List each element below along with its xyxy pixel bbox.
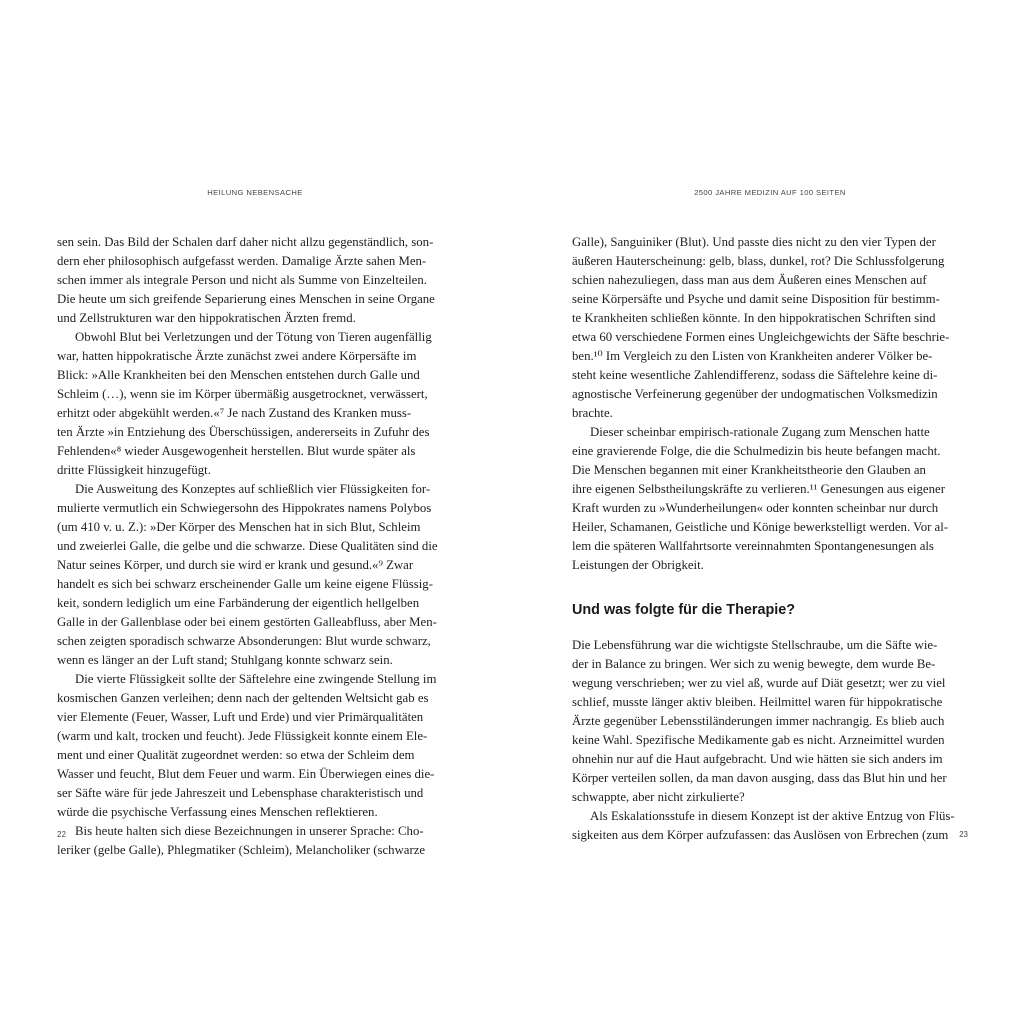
text-line: Dieser scheinbar empirisch-rationale Zugang zum Menschen hatte: [590, 425, 930, 439]
text-line: Die vierte Flüssigkeit sollte der Säftelehre eine zwingende Stellung im: [75, 672, 437, 686]
text-line: Als Eskalationsstufe in diesem Konzept ist der aktive Entzug von Flüs-: [590, 809, 955, 823]
text-line: äußeren Hauterscheinung: gelb, blass, dunkel, rot? Die Schlussfolgerung: [572, 254, 945, 268]
text-line: te Krankheiten schließen könnte. In den hippokratischen Schriften sind: [572, 311, 936, 325]
text-line: keine Wahl. Spezifische Medikamente gab es nicht. Arzneimittel wurden: [572, 733, 945, 747]
text-line: ben.¹⁰ Im Vergleich zu den Listen von Krankheiten anderer Völker be-: [572, 349, 933, 363]
section-heading: Und was folgte für die Therapie?: [572, 602, 796, 618]
text-line: würde die psychische Verfassung eines Menschen reflektieren.: [57, 805, 378, 819]
text-line: Körper verteilen sollen, da man davon ausging, dass das Blut hin und her: [572, 771, 947, 785]
text-line: leriker (gelbe Galle), Phlegmatiker (Schleim), Melancholiker (schwarze: [57, 843, 426, 857]
text-line: Wasser und feucht, Blut dem Feuer und warm. Ein Überwiegen eines die-: [57, 767, 435, 781]
text-line: Die Lebensführung war die wichtigste Stellschraube, um die Säfte wie-: [572, 638, 938, 652]
text-line: etwa 60 verschiedene Formen eines Ungleichgewichts der Säfte beschrie-: [572, 330, 950, 344]
text-line: schen zeigten sporadisch schwarze Absonderungen: Blut wurde schwarz,: [57, 634, 431, 648]
text-line: Fehlenden«⁸ wieder Ausgewogenheit herstellen. Blut wurde später als: [57, 444, 416, 458]
text-line: ten Ärzte »in Entziehung des Überschüssigen, andererseits in Zufuhr des: [57, 425, 430, 439]
text-line: Obwohl Blut bei Verletzungen und der Tötung von Tieren augenfällig: [75, 330, 432, 344]
left-page: [57, 0, 453, 1024]
text-line: sen sein. Das Bild der Schalen darf daher nicht allzu gegenständlich, son-: [57, 235, 434, 249]
text-line: erhitzt oder abgekühlt werden.«⁷ Je nach Zustand des Kranken muss-: [57, 406, 412, 420]
section-spacer: [572, 624, 968, 636]
text-line: der in Balance zu bringen. Wer sich zu wenig bewegte, dem wurde Be-: [572, 657, 936, 671]
text-line: und zweierlei Galle, die gelbe und die schwarze. Diese Qualitäten sind die: [57, 539, 438, 553]
text-line: Die Menschen begannen mit einer Krankheitstheorie den Glauben an: [572, 463, 926, 477]
text-line: ment und einer Qualität zugeordnet werden: so etwa der Schleim dem: [57, 748, 415, 762]
text-line: keit, sondern lediglich um eine Farbänderung der eigentlich hellgelben: [57, 596, 420, 610]
text-line: (um 410 v. u. Z.): »Der Körper des Menschen hat in sich Blut, Schleim: [57, 520, 421, 534]
text-line: brachte.: [572, 406, 613, 420]
text-line: dritte Flüssigkeit hinzugefügt.: [57, 463, 211, 477]
right-page: [572, 0, 968, 1024]
text-line: Die Ausweitung des Konzeptes auf schließlich vier Flüssigkeiten for-: [75, 482, 431, 496]
text-line: Galle), Sanguiniker (Blut). Und passte dies nicht zu den vier Typen der: [572, 235, 936, 249]
text-line: sigkeiten aus dem Körper aufzufassen: das Auslösen von Erbrechen (zum: [572, 828, 949, 842]
text-line: kosmischen Ganzen verleihen; denn nach der geltenden Weltsicht gab es: [57, 691, 429, 705]
text-line: Bis heute halten sich diese Bezeichnungen in unserer Sprache: Cho-: [75, 824, 424, 838]
text-line: schen immer als integrale Person und nicht als Summe von Einzelteilen.: [57, 273, 427, 287]
text-line: Leistungen der Obrigkeit.: [572, 558, 704, 572]
text-line: schlief, musste länger aktiv bleiben. Heilmittel waren für hippokratische: [572, 695, 943, 709]
text-line: mulierte vermutlich ein Schwiegersohn des Hippokrates namens Polybos: [57, 501, 432, 515]
text-line: Schleim (…), wenn sie im Körper übermäßig ausgetrocknet, verwässert,: [57, 387, 428, 401]
text-line: steht keine wesentliche Zahlendifferenz, sodass die Säftelehre keine di-: [572, 368, 938, 382]
text-line: eine gravierende Folge, die die Schulmedizin bis heute befangen macht.: [572, 444, 941, 458]
text-line: Blick: »Alle Krankheiten bei den Menschen entstehen durch Galle und: [57, 368, 420, 382]
text-line: seine Körpersäfte und Psyche und damit seine Disposition für bestimm-: [572, 292, 940, 306]
text-line: agnostische Verfeinerung gegenüber der undogmatischen Volksmedizin: [572, 387, 938, 401]
text-line: ser Säfte wäre für jede Jahreszeit und Lebensphase charakteristisch und: [57, 786, 424, 800]
text-line: handelt es sich bei schwarz erscheinender Galle um keine eigene Flüssig-: [57, 577, 433, 591]
text-line: ihre eigenen Selbstheilungskräfte zu verlieren.¹¹ Genesungen aus eigener: [572, 482, 945, 496]
text-line: und Zellstrukturen war den hippokratischen Ärzten fremd.: [57, 311, 356, 325]
text-line: Die heute um sich greifende Separierung eines Menschen in seine Organe: [57, 292, 435, 306]
text-line: Galle in der Gallenblase oder bei einem gestörten Galleabfluss, aber Men-: [57, 615, 437, 629]
running-head-right: 2500 JAHRE MEDIZIN AUF 100 SEITEN: [694, 188, 846, 197]
text-line: Kraft wurden zu »Wunderheilungen« oder konnten scheinbar nur durch: [572, 501, 939, 515]
left-body-text: [57, 233, 453, 860]
text-line: war, hatten hippokratische Ärzte zunächst zwei andere Körpersäfte im: [57, 349, 417, 363]
right-body-text: [572, 233, 968, 845]
text-line: ohnehin nur auf die Haut aufgebracht. Und wie hätten sie sich anders im: [572, 752, 943, 766]
section-spacer: [572, 575, 968, 596]
text-line: wegung verschrieben; wer zu viel aß, wurde auf Diät gesetzt; wer zu viel: [572, 676, 946, 690]
running-head-left: HEILUNG NEBENSACHE: [207, 188, 303, 197]
text-line: (warm und kalt, trocken und feucht). Jede Flüssigkeit konnte einem Ele-: [57, 729, 428, 743]
text-line: schien nahezuliegen, dass man aus dem Äußeren eines Menschen auf: [572, 273, 927, 287]
text-line: lem die späteren Wallfahrtsorte vereinnahmten Spontangenesungen als: [572, 539, 934, 553]
text-line: wenn es länger an der Luft stand; Stuhlgang konnte schwarz sein.: [57, 653, 393, 667]
text-line: schwappte, aber nicht zirkulierte?: [572, 790, 745, 804]
text-line: dern eher philosophisch aufgefasst werden. Damalige Ärzte sahen Men-: [57, 254, 427, 268]
text-line: Natur seines Körper, und durch sie wird er krank und gesund.«⁹ Zwar: [57, 558, 414, 572]
text-line: Ärzte gegenüber Lebensstiländerungen immer nachrangig. Es blieb auch: [572, 714, 945, 728]
text-line: Heiler, Schamanen, Geistliche und Könige bewerkstelligt werden. Vor al-: [572, 520, 949, 534]
page-number-left: 22: [57, 830, 66, 839]
text-line: vier Elemente (Feuer, Wasser, Luft und Erde) und vier Primärqualitäten: [57, 710, 424, 724]
page-number-right: 23: [959, 830, 968, 839]
